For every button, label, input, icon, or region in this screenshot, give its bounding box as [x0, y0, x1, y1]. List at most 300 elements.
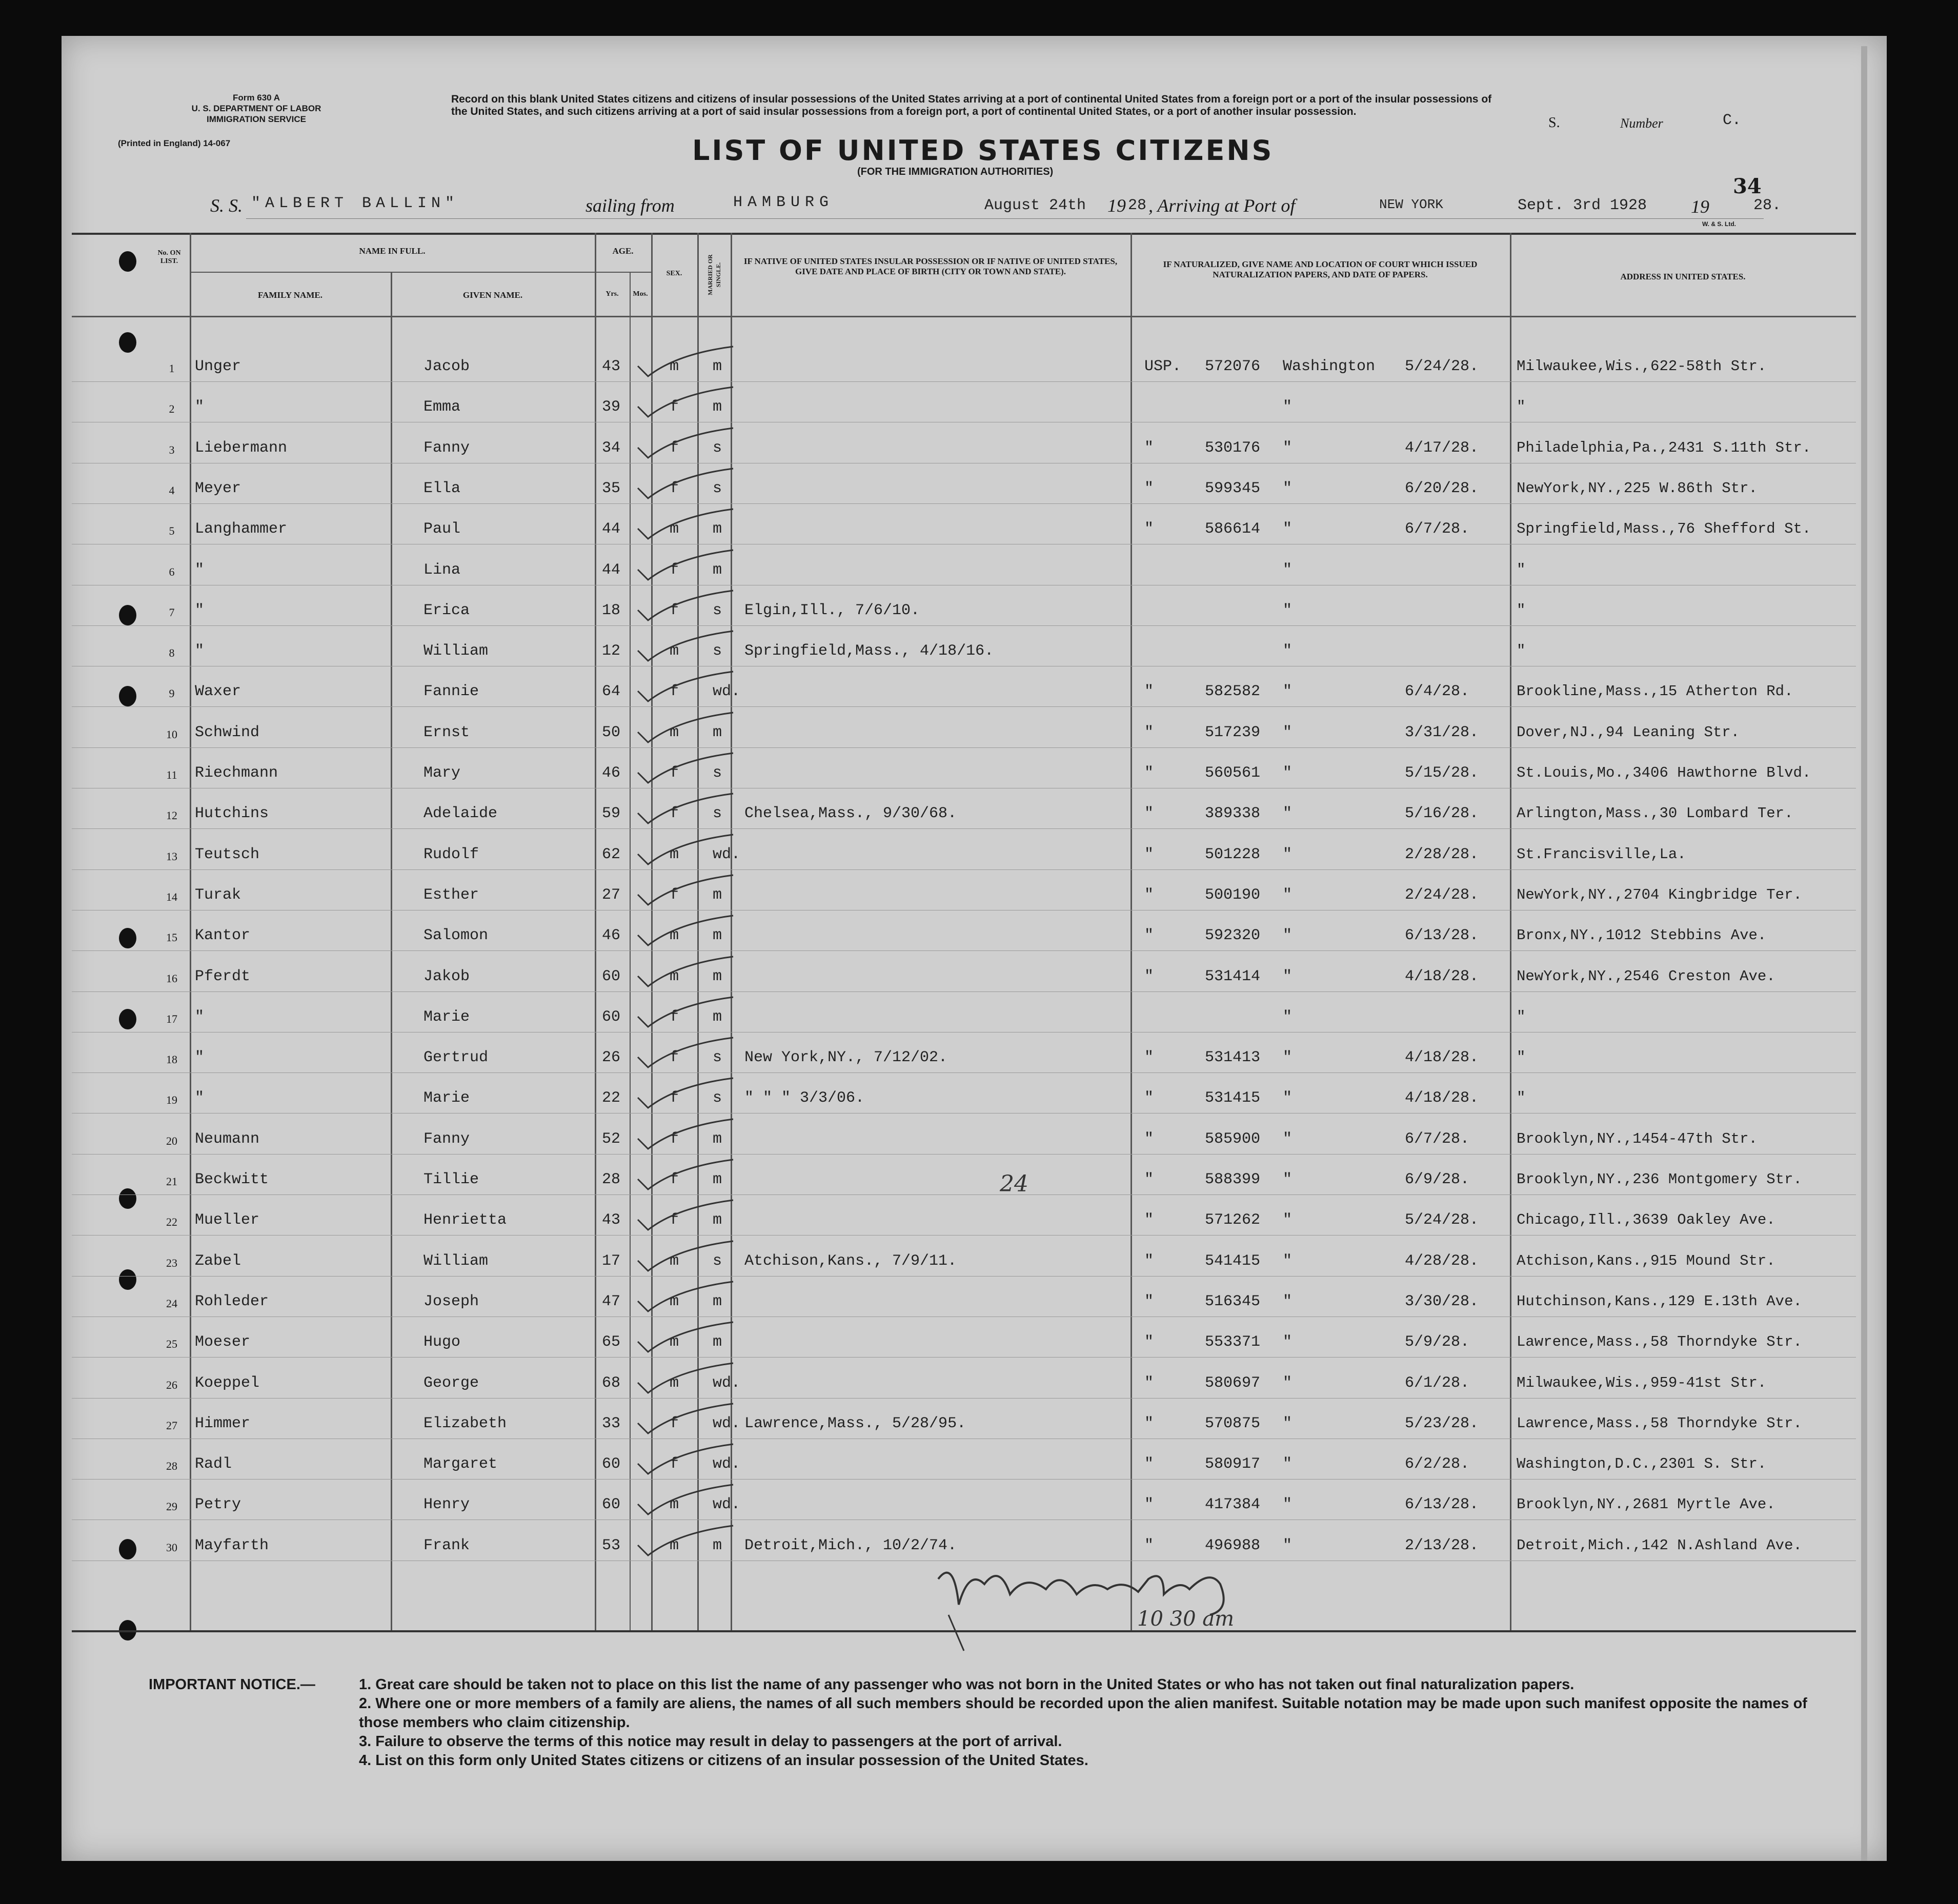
ship-name: "ALBERT BALLIN" — [251, 195, 459, 212]
year-prefix-1: 19 — [1107, 195, 1126, 216]
cell-nat-d: 4/28/28. — [1405, 1252, 1479, 1270]
check-mark — [636, 1482, 741, 1523]
cell-given: Fanny — [423, 439, 470, 457]
check-mark — [636, 791, 738, 832]
header-married-or-single: MARRIED OR SINGLE. — [707, 254, 722, 295]
cell-age: 46 — [602, 764, 621, 782]
cell-address: Arlington,Mass.,30 Lombard Ter. — [1517, 805, 1793, 822]
cell-ms: m — [713, 358, 722, 375]
cell-nat-d: 6/7/28. — [1405, 520, 1470, 538]
cell-age: 28 — [602, 1171, 621, 1188]
row-number: 5 — [169, 524, 175, 538]
cell-given: Emma — [423, 398, 461, 416]
cell-sex: f — [670, 479, 679, 497]
cell-given: Joseph — [423, 1292, 479, 1310]
cell-given: George — [423, 1374, 479, 1392]
cell-nat-b: 571262 — [1205, 1211, 1261, 1229]
punch-hole — [119, 605, 136, 625]
cell-age: 52 — [602, 1130, 621, 1148]
cell-nat-b: 580697 — [1205, 1374, 1261, 1392]
cell-nat-c: " — [1283, 1333, 1293, 1351]
header-sex: SEX. — [666, 270, 682, 277]
check-mark — [636, 1238, 738, 1279]
row-rule — [72, 625, 1856, 626]
check-mark — [636, 547, 738, 588]
cell-address: Brookline,Mass.,15 Atherton Rd. — [1517, 683, 1793, 700]
col-divider — [190, 233, 191, 1630]
name-header-rule — [190, 272, 651, 273]
cell-family: Waxer — [195, 683, 241, 701]
cell-family: Rohleder — [195, 1292, 269, 1310]
check-mark — [636, 1075, 738, 1116]
check-mark — [636, 832, 741, 873]
cell-family: Teutsch — [195, 845, 260, 863]
cell-address: Hutchinson,Kans.,129 E.13th Ave. — [1517, 1292, 1802, 1310]
cell-address: Dover,NJ.,94 Leaning Str. — [1517, 723, 1740, 741]
cell-ms: m — [713, 1130, 722, 1148]
cell-nat-c: " — [1283, 1252, 1293, 1270]
cell-age: 46 — [602, 927, 621, 945]
cell-age: 43 — [602, 1211, 621, 1229]
cell-sex: f — [670, 601, 679, 619]
cell-nat-a: " — [1144, 1211, 1154, 1229]
cell-nat-d: 3/30/28. — [1405, 1292, 1479, 1310]
row-rule — [72, 828, 1856, 829]
cell-sex: f — [670, 1049, 679, 1067]
check-mark — [636, 1279, 738, 1320]
record-instructions: Record on this blank United States citizens and citizens of insular possessions of the United States arriving at a port of continental United States from a foreign port or a port of the insular possessions of the United States, and such citizens arriving at a port of said insular possessions from a foreign port, a port of continental United States, or a port of another insular possession. — [451, 93, 1492, 117]
check-mark — [636, 994, 738, 1035]
cell-address: " — [1517, 1008, 1526, 1025]
cell-family: Petry — [195, 1496, 241, 1514]
cell-nat-b: 531415 — [1205, 1089, 1261, 1107]
cell-given: Jakob — [423, 967, 470, 985]
row-rule — [72, 706, 1856, 707]
cell-age: 39 — [602, 398, 621, 416]
port-to: NEW YORK — [1379, 197, 1443, 212]
cell-address: Lawrence,Mass.,58 Thorndyke Str. — [1517, 1333, 1802, 1351]
service-name: IMMIGRATION SERVICE — [207, 114, 306, 124]
row-rule — [72, 950, 1856, 951]
depart-date: August 24th — [984, 197, 1086, 214]
cell-age: 44 — [602, 520, 621, 538]
cell-nat-d: 5/16/28. — [1405, 805, 1479, 823]
row-number: 20 — [166, 1134, 177, 1147]
row-rule — [72, 1276, 1856, 1277]
cell-address: Milwaukee,Wis.,622-58th Str. — [1517, 358, 1767, 375]
cell-age: 27 — [602, 886, 621, 904]
cell-nat-c: " — [1283, 520, 1293, 538]
cell-nat-d: 5/24/28. — [1405, 358, 1479, 375]
row-number: 13 — [166, 849, 177, 863]
cell-given: Ernst — [423, 723, 470, 741]
cell-ms: s — [713, 479, 722, 497]
cell-ms: wd. — [713, 1496, 741, 1514]
cell-nat-a: " — [1144, 683, 1154, 701]
cell-sex: m — [670, 642, 679, 660]
check-mark — [636, 1319, 738, 1360]
cell-nat-c: " — [1283, 439, 1293, 457]
header-native-birth: IF NATIVE OF UNITED STATES INSULAR POSSESSION OR IF NATIVE OF UNITED STATES, GIVE DATE AND PLACE OF BIRTH (CITY OR TOWN AND STATE). — [743, 256, 1118, 276]
s-label: S. — [1548, 115, 1560, 131]
check-mark — [636, 872, 738, 913]
cell-family: Zabel — [195, 1252, 241, 1270]
header-given-name: GIVEN NAME. — [462, 290, 523, 300]
cell-address: Lawrence,Mass.,58 Thorndyke Str. — [1517, 1414, 1802, 1432]
cell-age: 60 — [602, 1008, 621, 1026]
cell-given: Rudolf — [423, 845, 479, 863]
cell-given: Jacob — [423, 358, 470, 375]
cell-nat-c: " — [1283, 723, 1293, 741]
cell-nat-c: " — [1283, 1374, 1293, 1392]
cell-nat-d: 4/17/28. — [1405, 439, 1479, 457]
cell-given: Salomon — [423, 927, 489, 945]
cell-age: 64 — [602, 683, 621, 701]
cell-sex: f — [670, 439, 679, 457]
cell-given: Paul — [423, 520, 461, 538]
row-number: 3 — [169, 443, 175, 456]
cell-nat-b: 599345 — [1205, 479, 1261, 497]
cell-age: 26 — [602, 1049, 621, 1067]
cell-ms: wd. — [713, 1455, 741, 1473]
row-number: 2 — [169, 402, 175, 416]
cell-age: 34 — [602, 439, 621, 457]
cell-sex: m — [670, 723, 679, 741]
check-mark — [636, 384, 738, 425]
cell-nat-c: " — [1283, 1049, 1293, 1067]
row-rule — [72, 1194, 1856, 1195]
cell-nat-b: 496988 — [1205, 1536, 1261, 1554]
notice-item: 1. Great care should be taken not to place on this list the name of any passenger who was not born in the United States or who has not taken out final naturalization papers. — [359, 1676, 1575, 1693]
page-edge — [1861, 46, 1867, 1861]
cell-given: Fannie — [423, 683, 479, 701]
cell-given: Fanny — [423, 1130, 470, 1148]
cell-family: Pferdt — [195, 967, 251, 985]
cell-age: 65 — [602, 1333, 621, 1351]
printer-mark: W. & S. Ltd. — [1702, 220, 1736, 228]
cell-nat-d: 3/31/28. — [1405, 723, 1479, 741]
row-rule — [72, 1479, 1856, 1480]
cell-nat-d: 5/23/28. — [1405, 1414, 1479, 1432]
row-number: 15 — [166, 931, 177, 944]
cell-nat-b: 531413 — [1205, 1049, 1261, 1067]
cell-sex: m — [670, 1292, 679, 1310]
col-divider — [1510, 233, 1511, 1630]
ss-label: S. S. — [210, 195, 243, 216]
punch-hole — [119, 928, 136, 948]
page-subtitle: (FOR THE IMMIGRATION AUTHORITIES) — [857, 166, 1054, 177]
punch-hole — [119, 251, 136, 272]
cell-address: Philadelphia,Pa.,2431 S.11th Str. — [1517, 439, 1811, 456]
notice-item: 4. List on this form only United States citizens or citizens of an insular possession of the United States. — [359, 1752, 1088, 1769]
check-mark — [636, 628, 738, 669]
cell-nat-c: " — [1283, 683, 1293, 701]
row-number: 8 — [169, 646, 175, 660]
cell-family: " — [195, 1089, 205, 1107]
cell-ms: m — [713, 1292, 722, 1310]
cell-ms: m — [713, 927, 722, 945]
table-top-rule — [72, 233, 1856, 235]
row-rule — [72, 747, 1856, 748]
cell-sex: f — [670, 398, 679, 416]
cell-age: 35 — [602, 479, 621, 497]
cell-nat-b: 592320 — [1205, 927, 1261, 945]
check-mark — [636, 1116, 738, 1157]
cell-given: Gertrud — [423, 1049, 489, 1067]
cell-nat-b: 501228 — [1205, 845, 1261, 863]
row-number: 14 — [166, 890, 177, 903]
cell-ms: wd. — [713, 683, 741, 701]
cell-age: 18 — [602, 601, 621, 619]
cell-age: 60 — [602, 1496, 621, 1514]
cell-nat-c: " — [1283, 479, 1293, 497]
cell-nat-b: 531414 — [1205, 967, 1261, 985]
cell-nat-a: " — [1144, 886, 1154, 904]
cell-family: " — [195, 561, 205, 579]
row-number: 26 — [166, 1378, 177, 1391]
cell-sex: m — [670, 520, 679, 538]
cell-sex: f — [670, 886, 679, 904]
check-mark — [636, 465, 738, 507]
cell-nat-d: 2/28/28. — [1405, 845, 1479, 863]
cell-sex: f — [670, 561, 679, 579]
year-2: 28. — [1753, 197, 1782, 214]
number-label: Number — [1620, 116, 1663, 131]
check-mark — [636, 588, 738, 629]
cell-nat-c: " — [1283, 398, 1293, 416]
cell-nat-b: 553371 — [1205, 1333, 1261, 1351]
cell-family: Mueller — [195, 1211, 260, 1229]
cell-nat-c: " — [1283, 1292, 1293, 1310]
cell-nat-a: " — [1144, 1333, 1154, 1351]
cell-address: Milwaukee,Wis.,959-41st Str. — [1517, 1374, 1767, 1391]
col-divider — [1131, 233, 1132, 1630]
check-mark — [636, 1441, 741, 1482]
check-mark — [636, 1523, 738, 1564]
header-no-on-list: No. ON LIST. — [157, 249, 181, 265]
check-mark — [636, 1197, 738, 1238]
cell-given: Tillie — [423, 1171, 479, 1188]
cell-nat-a: " — [1144, 927, 1154, 945]
cell-nat-a: " — [1144, 1292, 1154, 1310]
cell-nat-b: 560561 — [1205, 764, 1261, 782]
cell-family: Radl — [195, 1455, 232, 1473]
cell-address: " — [1517, 398, 1526, 416]
cell-sex: m — [670, 967, 679, 985]
cell-address: Chicago,Ill.,3639 Oakley Ave. — [1517, 1211, 1775, 1229]
cell-family: " — [195, 601, 205, 619]
cell-nat-c: " — [1283, 642, 1293, 660]
cell-birth: Springfield,Mass., 4/18/16. — [744, 642, 994, 660]
cell-nat-a: " — [1144, 805, 1154, 823]
cell-nat-a: " — [1144, 479, 1154, 497]
cell-nat-b: 580917 — [1205, 1455, 1261, 1473]
cell-ms: s — [713, 764, 722, 782]
cell-nat-a: " — [1144, 439, 1154, 457]
cell-address: " — [1517, 1049, 1526, 1066]
cell-family: Koeppel — [195, 1374, 260, 1392]
cell-age: 68 — [602, 1374, 621, 1392]
header-naturalized: IF NATURALIZED, GIVE NAME AND LOCATION OF COURT WHICH ISSUED NATURALIZATION PAPERS, AND DATE OF PAPERS. — [1163, 259, 1478, 279]
cell-age: 47 — [602, 1292, 621, 1310]
cell-birth: Atchison,Kans., 7/9/11. — [744, 1252, 957, 1270]
row-number: 25 — [166, 1338, 177, 1351]
cell-sex: m — [670, 1496, 679, 1514]
port-from: HAMBURG — [733, 194, 834, 211]
header-age: AGE. — [612, 246, 634, 256]
row-rule — [72, 991, 1856, 992]
header-mos: Mos. — [633, 290, 648, 298]
cell-nat-c: " — [1283, 1130, 1293, 1148]
row-number: 22 — [166, 1216, 177, 1229]
check-mark — [636, 669, 741, 710]
cell-ms: s — [713, 439, 722, 457]
cell-address: Atchison,Kans.,915 Mound Str. — [1517, 1252, 1775, 1269]
row-number: 28 — [166, 1460, 177, 1473]
cell-nat-d: 6/13/28. — [1405, 927, 1479, 945]
cell-nat-a: " — [1144, 723, 1154, 741]
cell-nat-d: 4/18/28. — [1405, 967, 1479, 985]
cell-family: Mayfarth — [195, 1536, 269, 1554]
check-mark — [636, 506, 738, 547]
row-number: 12 — [166, 809, 177, 822]
cell-given: Ella — [423, 479, 461, 497]
cell-address: " — [1517, 642, 1526, 660]
row-number: 16 — [166, 971, 177, 985]
cell-nat-a: " — [1144, 1374, 1154, 1392]
cell-nat-c: " — [1283, 967, 1293, 985]
cell-nat-a: " — [1144, 1455, 1154, 1473]
cell-family: Liebermann — [195, 439, 288, 457]
cell-nat-c: " — [1283, 845, 1293, 863]
cell-nat-b: 516345 — [1205, 1292, 1261, 1310]
check-mark — [636, 1401, 741, 1442]
row-rule — [72, 869, 1856, 870]
cell-sex: f — [670, 1008, 679, 1026]
header-name-in-full: NAME IN FULL. — [359, 246, 426, 256]
cell-family: Neumann — [195, 1130, 260, 1148]
cell-sex: m — [670, 927, 679, 945]
cell-nat-d: 6/1/28. — [1405, 1374, 1470, 1392]
cell-given: William — [423, 1252, 489, 1270]
cell-address: Bronx,NY.,1012 Stebbins Ave. — [1517, 927, 1767, 944]
sailing-label: sailing from — [586, 195, 675, 216]
cell-age: 62 — [602, 845, 621, 863]
cell-nat-a: " — [1144, 1049, 1154, 1067]
cell-ms: s — [713, 1252, 722, 1270]
cell-nat-c: " — [1283, 1455, 1293, 1473]
cell-sex: m — [670, 845, 679, 863]
row-number: 1 — [169, 362, 175, 375]
cell-nat-c: " — [1283, 1089, 1293, 1107]
row-number: 18 — [166, 1053, 177, 1066]
cell-ms: wd. — [713, 1374, 741, 1392]
cell-address: NewYork,NY.,2546 Creston Ave. — [1517, 967, 1775, 985]
cell-nat-c: " — [1283, 886, 1293, 904]
cell-address: Washington,D.C.,2301 S. Str. — [1517, 1455, 1767, 1473]
handwritten-tally: 24 — [1000, 1171, 1028, 1197]
cell-nat-d: 5/9/28. — [1405, 1333, 1470, 1351]
cell-nat-c: " — [1283, 1171, 1293, 1188]
voyage-underline — [246, 218, 1764, 219]
check-mark — [636, 1360, 741, 1401]
cell-birth: New York,NY., 7/12/02. — [744, 1049, 948, 1067]
row-number: 21 — [166, 1175, 177, 1188]
cell-nat-c: " — [1283, 1211, 1293, 1229]
cell-ms: m — [713, 886, 722, 904]
cell-ms: s — [713, 1049, 722, 1067]
cell-family: Unger — [195, 358, 241, 375]
cell-family: Moeser — [195, 1333, 251, 1351]
row-number: 7 — [169, 605, 175, 619]
cell-given: Henry — [423, 1496, 470, 1514]
number-value: C. — [1723, 112, 1742, 129]
cell-ms: m — [713, 1171, 722, 1188]
cell-given: Esther — [423, 886, 479, 904]
cell-ms: s — [713, 1089, 722, 1107]
cell-family: Hutchins — [195, 805, 269, 823]
row-number: 19 — [166, 1093, 177, 1107]
punch-hole — [119, 686, 136, 706]
cell-address: St.Louis,Mo.,3406 Hawthorne Blvd. — [1517, 764, 1811, 781]
row-number: 6 — [169, 565, 175, 578]
cell-age: 59 — [602, 805, 621, 823]
cell-age: 60 — [602, 967, 621, 985]
cell-ms: m — [713, 1536, 722, 1554]
notice-heading: IMPORTANT NOTICE.— — [149, 1676, 315, 1693]
cell-nat-b: 517239 — [1205, 723, 1261, 741]
cell-nat-c: " — [1283, 1414, 1293, 1432]
arriving-label: , Arriving at Port of — [1148, 195, 1296, 216]
cell-sex: f — [670, 805, 679, 823]
row-rule — [72, 1072, 1856, 1073]
handwritten-time: 10 30 am — [1137, 1607, 1235, 1631]
cell-family: Riechmann — [195, 764, 278, 782]
row-rule — [72, 1357, 1856, 1358]
cell-given: Henrietta — [423, 1211, 507, 1229]
cell-nat-c: " — [1283, 1008, 1293, 1026]
cell-sex: f — [670, 1455, 679, 1473]
cell-family: Schwind — [195, 723, 260, 741]
cell-family: Himmer — [195, 1414, 251, 1432]
cell-nat-d: 6/20/28. — [1405, 479, 1479, 497]
cell-nat-a: " — [1144, 764, 1154, 782]
cell-address: NewYork,NY.,2704 Kingbridge Ter. — [1517, 886, 1802, 903]
cell-age: 43 — [602, 358, 621, 375]
cell-given: Lina — [423, 561, 461, 579]
cell-ms: m — [713, 398, 722, 416]
cell-sex: f — [670, 1130, 679, 1148]
header-yrs: Yrs. — [605, 290, 619, 298]
department-name: U. S. DEPARTMENT OF LABOR — [191, 104, 321, 113]
cell-given: Frank — [423, 1536, 470, 1554]
cell-address: NewYork,NY.,225 W.86th Str. — [1517, 479, 1758, 497]
punch-hole — [119, 1009, 136, 1029]
cell-family: " — [195, 1008, 205, 1026]
check-mark — [636, 913, 738, 954]
cell-nat-d: 6/13/28. — [1405, 1496, 1479, 1514]
cell-given: Margaret — [423, 1455, 498, 1473]
punch-hole — [119, 1188, 136, 1209]
row-rule — [72, 381, 1856, 382]
cell-nat-b: 500190 — [1205, 886, 1261, 904]
cell-sex: f — [670, 1089, 679, 1107]
cell-nat-a: " — [1144, 1414, 1154, 1432]
cell-nat-c: " — [1283, 764, 1293, 782]
cell-ms: m — [713, 1333, 722, 1351]
cell-birth: " " " 3/3/06. — [744, 1089, 865, 1107]
cell-nat-b: 585900 — [1205, 1130, 1261, 1148]
